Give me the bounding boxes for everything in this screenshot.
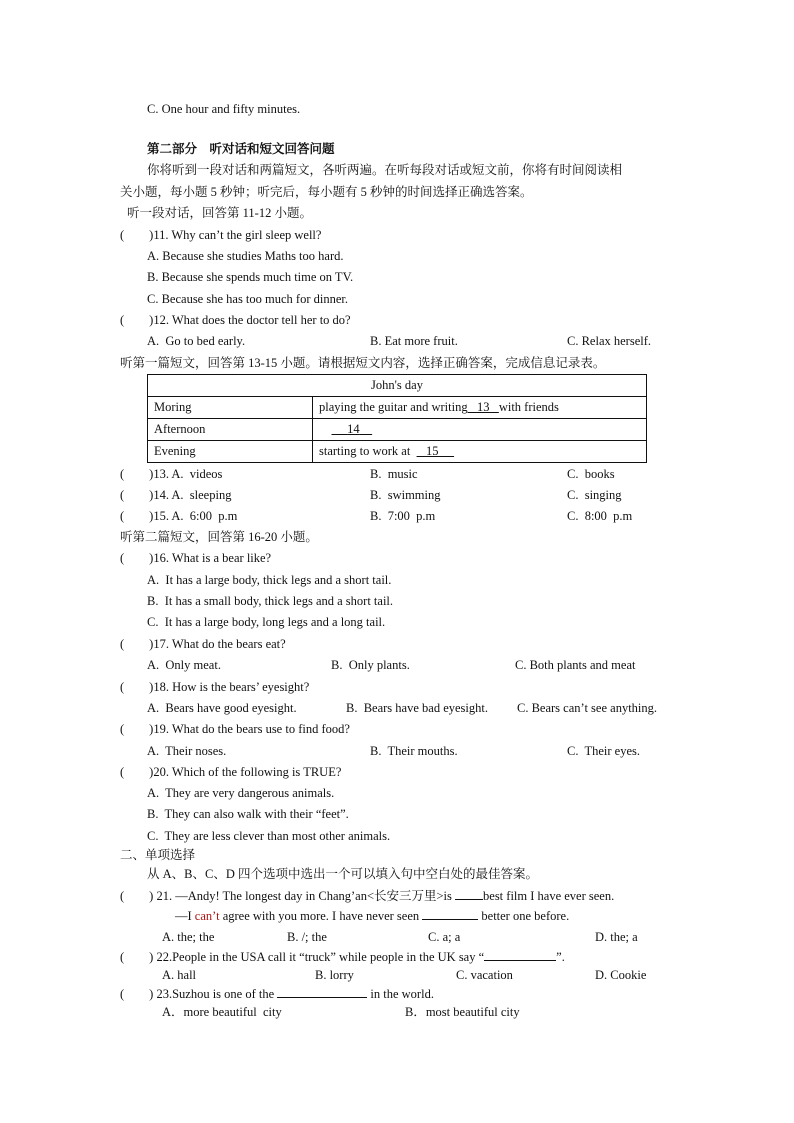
q11-option-c: C. Because she has too much for dinner. [147,292,348,306]
q23-blank [277,985,367,998]
q22-stem: ( ) 22.People in the USA call it “truck” while people in the UK say “ ”. [120,950,565,964]
q23-option-b: B．most beautiful city [405,1005,520,1019]
section2-intro-line2: 关小题，每小题 5 秒钟；听完后，每小题有 5 秒钟的时间选择正确选答案。 [120,185,533,199]
row-content [313,397,647,419]
row-content [313,419,647,441]
q22-blank [484,948,556,961]
row-label: Afternoon [148,419,313,441]
q16-option-b: B. It has a small body, thick legs and a short tail. [147,594,394,608]
q16-option-a: A. It has a large body, thick legs and a short tail. [147,573,392,587]
row-content [313,441,647,463]
q15-stem: ( )15. A. 6:00 p.m [120,509,238,523]
q19-stem: ( )19. What do the bears use to find food? [120,722,350,736]
q18-option-b: B. Bears have bad eyesight. [346,701,488,715]
table-title-row [148,375,647,397]
q10-option-c: C. One hour and fifty minutes. [147,102,301,116]
q23-option-a: A．more beautiful city [162,1005,282,1019]
passage2-intro: 听第二篇短文，回答第 16-20 小题。 [120,530,318,544]
q16-stem: ( )16. What is a bear like? [120,551,272,565]
q20-stem: ( )20. Which of the following is TRUE? [120,765,342,779]
table-row [148,441,647,463]
q21-option-c: C. a; a [428,930,461,944]
q11-stem: ( )11. Why can’t the girl sleep well? [120,228,322,242]
q17-option-b: B. Only plants. [331,658,410,672]
row-text-pre: playing the guitar and writing [319,400,468,414]
q11-option-a: A. Because she studies Maths too hard. [147,249,344,263]
q19-option-a: A. Their noses. [147,744,227,758]
q13-option-c: C. books [567,467,615,481]
table-row [148,419,647,441]
table-title: John's day [148,375,647,397]
q16-option-c: C. It has a large body, long legs and a long tail. [147,615,386,629]
part2-heading: 二、单项选择 [120,848,196,862]
q12-option-a: A. Go to bed early. [147,334,246,348]
q12-option-c: C. Relax herself. [567,334,652,348]
q22-option-b: B. lorry [315,968,354,982]
q21-option-b: B. /; the [287,930,327,944]
q21-blank-2 [422,907,478,920]
section2-intro-line1: 你将听到一段对话和两篇短文，各听两遍。在听每段对话或短文前，你将有时间阅读相 [147,163,623,177]
row-text-pre: starting to work at [319,444,411,458]
blank-14: 14 [347,422,360,436]
q18-stem: ( )18. How is the bears’ eyesight? [120,680,310,694]
q22-option-a: A. hall [162,968,197,982]
q12-option-b: B. Eat more fruit. [370,334,458,348]
q20-option-c: C. They are less clever than most other animals. [147,829,391,843]
section2-heading: 第二部分 听对话和短文回答问题 [147,142,335,156]
q17-option-a: A. Only meat. [147,658,221,672]
q12-stem: ( )12. What does the doctor tell her to do? [120,313,351,327]
blank-15: 15 [425,444,439,458]
q20-option-b: B. They can also walk with their “feet”. [147,807,349,821]
q11-option-b: B. Because she spends much time on TV. [147,270,354,284]
dialog-intro: 听一段对话，回答第 11-12 小题。 [127,206,312,220]
table-row [148,397,647,419]
q22-option-c: C. vacation [456,968,513,982]
q19-option-b: B. Their mouths. [370,744,458,758]
part2-instruction: 从 A、B、C、D 四个选项中选出一个可以填入句中空白处的最佳答案。 [147,867,538,881]
q21-option-d: D. the; a [595,930,638,944]
highlighted-word: can’t [194,909,220,923]
q21-blank-1 [455,887,483,900]
blank-13: 13 [476,400,490,414]
q21-option-a: A. the; the [162,930,215,944]
q22-option-d: D. Cookie [595,968,647,982]
q18-option-a: A. Bears have good eyesight. [147,701,297,715]
q19-option-c: C. Their eyes. [567,744,641,758]
q13-option-b: B. music [370,467,418,481]
q13-stem: ( )13. A. videos [120,467,223,481]
q14-stem: ( )14. A. sleeping [120,488,232,502]
row-label: Evening [148,441,313,463]
q15-option-b: B. 7:00 p.m [370,509,436,523]
q21-stem: ( ) 21. —Andy! The longest day in Chang’an<长安三万里>is best film I have ever seen. [120,889,615,903]
q23-stem: ( ) 23.Suzhou is one of the in the world. [120,987,434,1001]
q18-option-c: C. Bears can’t see anything. [517,701,658,715]
passage1-intro: 听第一篇短文，回答第 13-15 小题。请根据短文内容，选择正确答案，完成信息记录表。 [120,356,606,370]
row-label: Moring [148,397,313,419]
q20-option-a: A. They are very dangerous animals. [147,786,335,800]
q14-option-c: C. singing [567,488,622,502]
q15-option-c: C. 8:00 p.m [567,509,633,523]
q17-option-c: C. Both plants and meat [515,658,636,672]
row-text-post: with friends [498,400,559,414]
q14-option-b: B. swimming [370,488,441,502]
q17-stem: ( )17. What do the bears eat? [120,637,286,651]
q21-reply: —I can’t agree with you more. I have never seen better one before. [175,909,570,923]
info-record-table [147,374,647,463]
